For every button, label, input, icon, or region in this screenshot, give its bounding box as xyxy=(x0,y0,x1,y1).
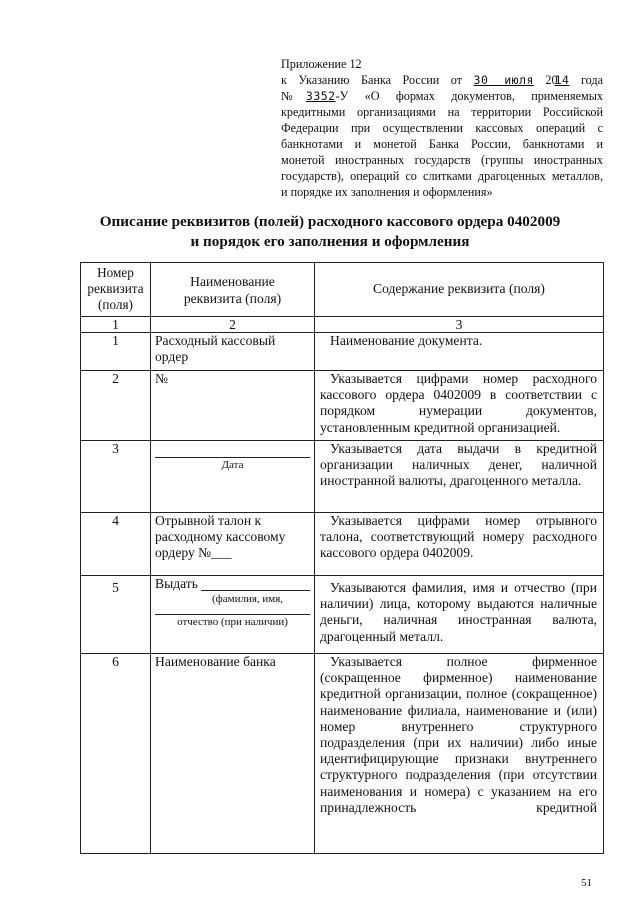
row-name: Расходный кассовый ордер xyxy=(151,333,315,371)
row-content xyxy=(315,513,604,576)
table-row xyxy=(81,576,604,654)
issue-to-caption-1: (фамилия, имя, xyxy=(211,593,284,606)
number-suffix: -У «О формах документов, применяемых xyxy=(335,89,603,103)
row-number: 4 xyxy=(81,513,151,576)
row-name xyxy=(151,441,315,513)
appendix-header xyxy=(281,56,603,200)
row-content-text: Указывается цифрами номер отрывного талона, соответствующий номеру расходного кассового ордера 0402009. xyxy=(320,513,597,561)
decree-prefix: к Указанию Банка России от xyxy=(281,73,463,87)
issue-to-label: Выдать xyxy=(155,576,198,591)
issue-to-blank-line xyxy=(201,576,310,591)
row-content-text: Указывается цифрами номер расходного кассового ордера 0402009 в соответствии с порядком нумерации документов, установленным кредитной организацией. xyxy=(320,371,597,435)
appendix-line: монетой иностранных государств (группы иностранных xyxy=(281,153,603,167)
row-content-text: Указывается дата выдачи в кредитной организации наличных денег, наличной иностранной валюты, драгоценного металла. xyxy=(320,441,597,489)
row-name: Отрывной талон к расходному кассовому ордеру №___ xyxy=(151,513,315,576)
date-caption: Дата xyxy=(221,459,244,471)
issue-to-blank-line-2 xyxy=(155,606,310,615)
issue-to-caption-2: отчество (при наличии) xyxy=(177,616,288,629)
table-header-row xyxy=(81,263,604,317)
row-number: 3 xyxy=(81,441,151,513)
appendix-line-last: и порядке их заполнения и оформления» xyxy=(281,185,493,199)
table-row xyxy=(81,333,604,371)
column-number: 3 xyxy=(315,317,604,333)
appendix-line: Федерации при осуществлении кассовых операций с xyxy=(281,121,603,135)
column-number: 2 xyxy=(151,317,315,333)
number-sign: № xyxy=(281,89,306,103)
row-content xyxy=(315,441,604,513)
year-suffix: года xyxy=(580,73,604,87)
appendix-line: кредитными организациями на территории Российской xyxy=(281,105,603,119)
handwritten-year: 14 xyxy=(554,73,570,87)
row-name: № xyxy=(151,371,315,441)
row-content xyxy=(315,371,604,441)
row-content xyxy=(315,654,604,854)
header-name-line: Наименование xyxy=(190,273,275,289)
row-name xyxy=(151,576,315,654)
appendix-label: Приложение 12 xyxy=(281,57,362,71)
column-number: 1 xyxy=(81,317,151,333)
requisites-table xyxy=(80,262,604,854)
appendix-line-decree xyxy=(281,72,603,88)
header-number-line: (поля) xyxy=(98,297,133,312)
year-prefix: 20 xyxy=(545,73,558,87)
handwritten-date: 30 июля xyxy=(473,73,534,87)
table-row xyxy=(81,654,604,854)
table-row xyxy=(81,371,604,441)
handwritten-number: 3352 xyxy=(305,89,336,103)
header-number-line: реквизита xyxy=(87,281,144,296)
row-content xyxy=(315,333,604,371)
row-number: 2 xyxy=(81,371,151,441)
row-number: 5 xyxy=(81,576,151,654)
document-title xyxy=(60,212,600,252)
row-content xyxy=(315,576,604,654)
table-row xyxy=(81,513,604,576)
header-number xyxy=(81,263,151,317)
appendix-line: банкнотами и монетой Банка России, банкнотами и xyxy=(281,137,603,151)
page-number: 51 xyxy=(581,877,592,889)
row-number: 6 xyxy=(81,654,151,854)
title-line-2: и порядок его заполнения и оформления xyxy=(190,233,470,250)
appendix-line: государств), операций со слитками драгоценных металлов, xyxy=(281,169,603,183)
header-content: Содержание реквизита (поля) xyxy=(315,263,604,317)
header-name xyxy=(151,263,315,317)
header-number-line: Номер xyxy=(97,265,134,280)
column-number-row xyxy=(81,317,604,333)
header-name-line: реквизита (поля) xyxy=(183,290,282,306)
issue-to-line xyxy=(155,576,310,592)
row-content-text: Указывается полное фирменное (сокращенное фирменное) наименование кредитной организации, полное (сокращенное) наименование филиала, наименование и (или) номер внутреннего структурного подразделения (при их наличии) либо иные идентифицирующие признаки внутреннего структурного подразделения (при отсутствии наименования и номера) с указанием на его принадлежность кредитной xyxy=(320,654,597,815)
appendix-line-number xyxy=(281,88,603,104)
row-number: 1 xyxy=(81,333,151,371)
table-row xyxy=(81,441,604,513)
row-name: Наименование банка xyxy=(151,654,315,854)
row-content-text: Указываются фамилия, имя и отчество (при наличии) лица, которому выдаются наличные деньги, наличная иностранная валюта, драгоценный металл. xyxy=(320,580,597,644)
row-content-text: Наименование документа. xyxy=(330,333,483,348)
date-blank-line xyxy=(155,443,310,458)
title-line-1: Описание реквизитов (полей) расходного кассового ордера 0402009 xyxy=(99,213,561,230)
